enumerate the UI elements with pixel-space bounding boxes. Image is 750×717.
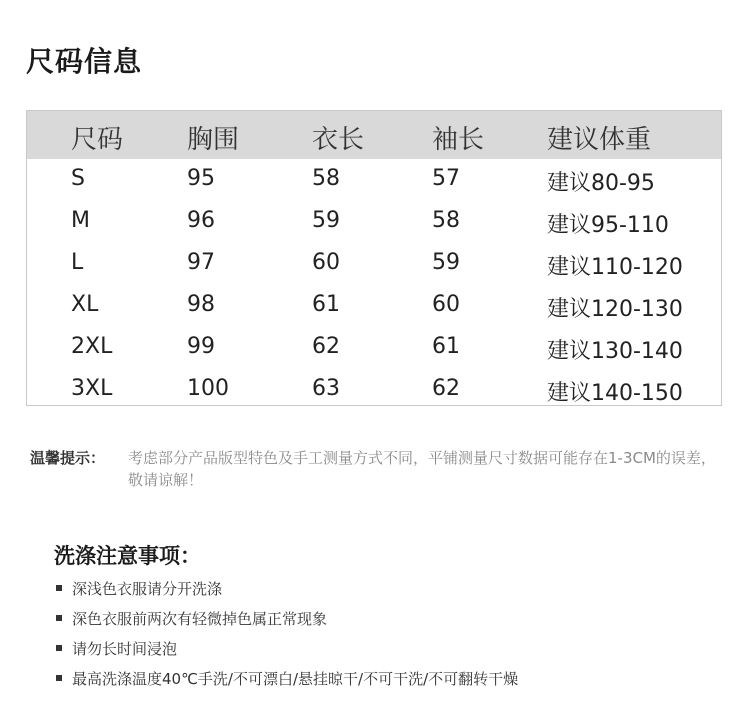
cell-sleeve: 58 (432, 208, 460, 233)
size-table (26, 110, 722, 406)
header-length: 衣长 (312, 125, 365, 155)
cell-weight: 建议140-150 (547, 381, 683, 406)
cell-length: 60 (312, 250, 340, 275)
cell-sleeve: 60 (432, 292, 460, 317)
cell-weight: 建议80-95 (547, 171, 655, 196)
care-title: 洗涤注意事项： (54, 544, 201, 568)
cell-chest: 100 (187, 376, 229, 401)
header-weight: 建议体重 (547, 125, 652, 155)
cell-sleeve: 61 (432, 334, 460, 359)
cell-size: L (71, 250, 84, 275)
cell-length: 59 (312, 208, 340, 233)
header-size: 尺码 (71, 125, 124, 155)
tip-text: 考虑部分产品版型特色及手工测量方式不同，平铺测量尺寸数据可能存在1-3CM的误差，敬请谅解！ (128, 449, 716, 489)
tip-label: 温馨提示： (30, 449, 106, 467)
cell-chest: 95 (187, 166, 215, 191)
cell-weight: 建议95-110 (547, 213, 669, 238)
cell-weight: 建议110-120 (547, 255, 683, 280)
cell-size: XL (71, 292, 99, 317)
cell-length: 58 (312, 166, 340, 191)
cell-sleeve: 57 (432, 166, 460, 191)
page-title: 尺码信息 (26, 45, 143, 78)
bullet-icon (56, 585, 62, 591)
header-sleeve: 袖长 (432, 125, 485, 155)
care-item-text: 深色衣服前两次有轻微掉色属正常现象 (72, 610, 328, 628)
bullet-icon (56, 675, 62, 681)
care-item-text: 深浅色衣服请分开洗涤 (72, 580, 223, 598)
cell-chest: 96 (187, 208, 215, 233)
cell-size: 3XL (71, 376, 113, 401)
care-item-text: 请勿长时间浸泡 (72, 640, 178, 658)
cell-chest: 98 (187, 292, 215, 317)
cell-size: M (71, 208, 90, 233)
cell-weight: 建议130-140 (547, 339, 683, 364)
cell-length: 61 (312, 292, 340, 317)
bullet-icon (56, 615, 62, 621)
cell-weight: 建议120-130 (547, 297, 683, 322)
cell-length: 62 (312, 334, 340, 359)
bullet-icon (56, 645, 62, 651)
cell-size: S (71, 166, 85, 191)
cell-sleeve: 62 (432, 376, 460, 401)
cell-chest: 99 (187, 334, 215, 359)
care-item-text: 最高洗涤温度40℃手洗/不可漂白/悬挂晾干/不可干洗/不可翻转干燥 (72, 670, 519, 688)
table-header (27, 111, 721, 159)
cell-chest: 97 (187, 250, 215, 275)
cell-size: 2XL (71, 334, 113, 359)
cell-sleeve: 59 (432, 250, 460, 275)
cell-length: 63 (312, 376, 340, 401)
header-chest: 胸围 (187, 125, 240, 155)
